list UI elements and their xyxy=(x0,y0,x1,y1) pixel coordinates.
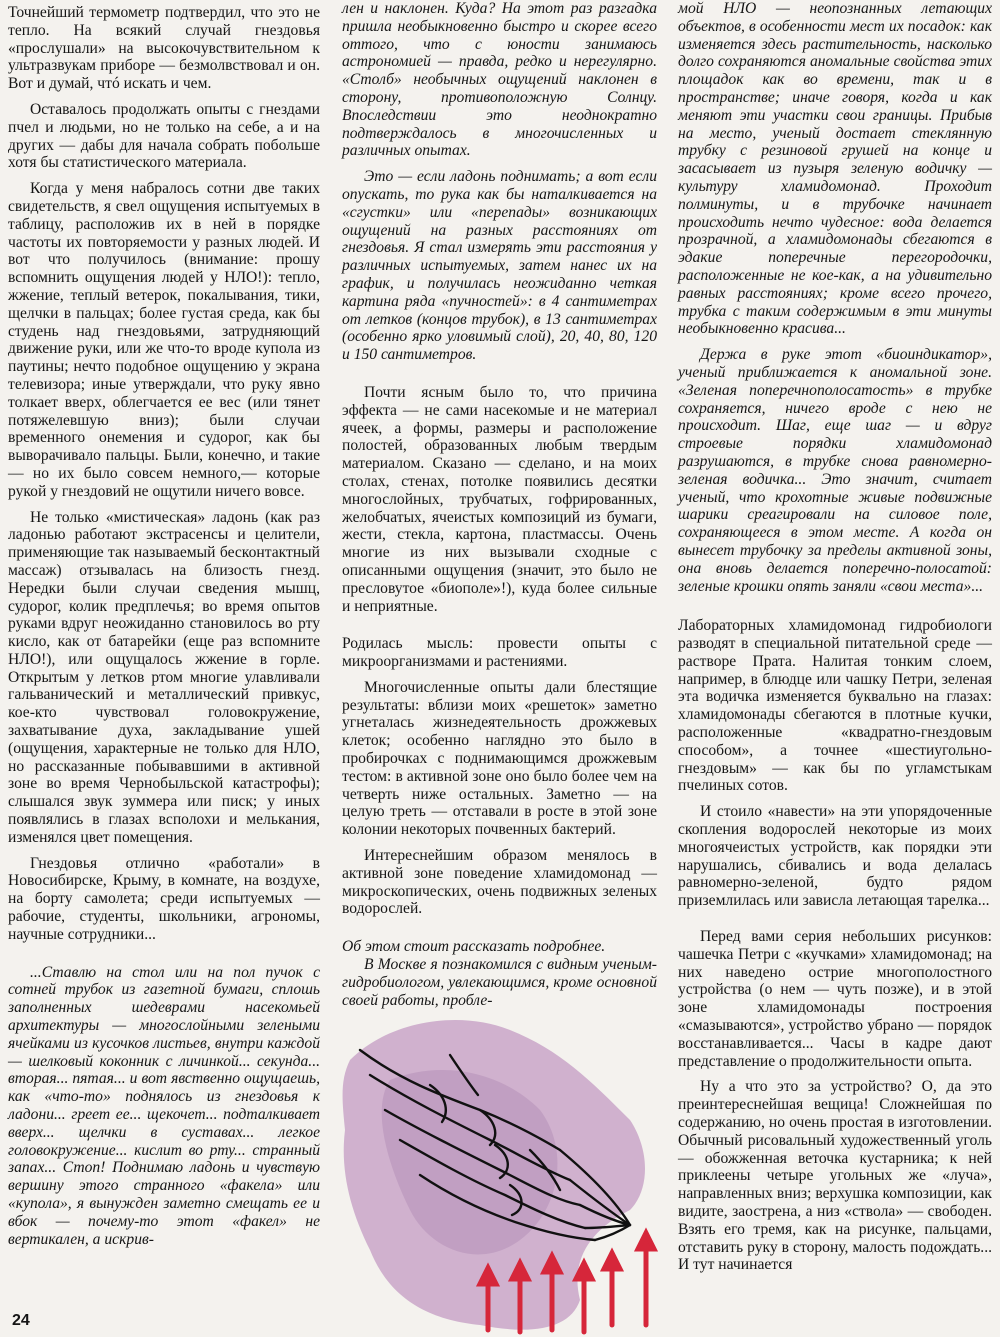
italic-paragraph: В Москве я познакомился с видным ученым-гидробиологом, увлекающимся, кроме основной своей работы, пробле- xyxy=(342,956,657,1009)
paragraph: Лабораторных хламидомонад гидробиологи разводят в специальной питательной среде — растворе Прата. Налитая тонким слоем, например, в блюдце или чашку Петри, зеленая эта водичка изменяется буквально на глазах: хламидомонады сбегаются в плотные кучки, расположенные «квадратно-гнездовым способом», а точнее «шестиугольно-гнездовым» — как бы по угламстыкам пчелиных сотов. xyxy=(678,617,992,795)
italic-paragraph: лен и наклонен. Куда? На этот раз разгадка пришла необыкновенно быстро и скорее всего оттого, что с юности занимаюсь астрономией — правда, редко и нерегулярно. «Столб» необычных ощущений наклонен в сторону, противоположную Солнцу. Впоследствии это неоднократно подтверждалось в многочисленных и различных опытах. xyxy=(342,0,657,160)
paragraph: Оставалось продолжать опыты с гнездами пчел и людьми, но не только на себе, а и на других — дабы для начала собрать побольше хотя бы статистического материала. xyxy=(8,100,320,172)
paragraph: Точнейший термометр подтвердил, что это не тепло. На всякий случай гнездовья «прослушали» на высокочувствительном к ультразвукам приборе — безмолвствовал и он. Вот и думай, чтó искать и чем. xyxy=(8,4,320,93)
paragraph: Почти ясным было то, что причина эффекта — не сами насекомые и не материал ячеек, а формы, размеры и расположение полостей, образованных любым твердым материалом. Сказано — сделано, и на моих столах, стенах, потолке появились десятки многослойных, трубчатых, гофрированных, желобчатых, ячеистых композиций из бумаги, жести, стекла, картона, пластмассы. Очень многие из них вызывали сходные с описанными ощущения (значит, это было не пресловутое «биополе»!), куда более сильные и неприятные. xyxy=(342,383,657,615)
paragraph: Перед вами серия небольших рисунков: чашечка Петри с «кучками» хламидомонад; на них наведено острие многополостного устройства (о нем — чуть позже), и в этой зоне хламидомонады построения «смазываются», устройство убрано — порядок восстанавливается... Часы в кадре дают представление о продолжительности опыта. xyxy=(678,928,992,1070)
italic-paragraph: Держа в руке этот «биоиндикатор», ученый приближается к аномальной зоне. «Зеленая поперечнополосатость» в трубке сохраняется, ничего вроде с нею не происходит. Шаг, еще шаг — и вдруг строевые порядки хламидомонад разрушаются, в трубке снова равномерно-зеленая водичка... Это значит, считает ученый, что крохотные живые подвижные шарики среагировали на силовое поле, сохраняющееся в этом месте. А когда он вынесет трубочку за пределы активной зоны, она вновь делается поперечно-полосатой: зеленые крошки опять заняли «свои места»... xyxy=(678,346,992,595)
italic-paragraph: Это — если ладонь поднимать; а вот если опускать, то рука как бы наталкивается на «сгустки» или «перепады» возникающих ощущений на разных расстояниях от гнездовья. Я стал измерять эти расстояния у различных испытуемых, затем нанес их на график, и получилась неожиданно четкая картина ряда «пучностей»: в 4 сантиметрах от летков (концов трубок), в 13 сантиметрах (особенно ярко уловимый слой), 20, 40, 80, 120 и 150 сантиметров. xyxy=(342,168,657,364)
column-1 xyxy=(8,4,320,1248)
paragraph: И стоило «навести» на эти упорядоченные скопления водорослей некоторые из моих многоячеистых устройств, как порядки эти нарушались, сбивались и вода делалась равномерно-зеленой, будто рядом приземлилась или зависла летающая тарелка... xyxy=(678,803,992,910)
italic-paragraph: ...Ставлю на стол или на пол пучок с сотней трубок из газетной бумаги, сплошь заполненных шедеврами насекомьей архитектуры — многослойными зелеными ячейками из кусочков листьев, внутри каждой — шелковый коконник с личинкой... секунда... вторая... пятая... и вот явственно ощущаешь, как «что-то» поднялось из гнездовья к ладони... греет ее... щекочет... подталкивает вверх... щелчки в суставах... легкое головокружение... кислит во рту... странный запах... Стоп! Поднимаю ладонь и чувствую вершину этого странного «факела» или «купола», я вынужден заметно смещать ее и вбок — почему-то этот «факел» не вертикален, а искрив- xyxy=(8,963,320,1248)
paragraph: Многочисленные опыты дали блестящие результаты: вблизи моих «решеток» заметно угнеталась жизнедеятельность дрожжевых клеток; особенно наглядно это было в пробирочках с поднимающимся дрожжевым тестом: в активной зоне оно было более чем на четверть ниже остальных. Заметно — на целую треть — отставали в росте в этой зоне колонии некоторых почвенных бактерий. xyxy=(342,678,657,839)
paragraph: Родилась мысль: провести опыты с микроорганизмами и растениями. xyxy=(342,635,657,671)
paragraph: Когда у меня набралось сотни две таких свидетельств, я свел ощущения испытуемых в таблицу, расположив их в ней в порядке частоты их повторяемости у разных людей. И вот что получилось (внимание: прошу вспомнить ощущения людей у НЛО!): тепло, жжение, теплый ветерок, покалывания, тики, щелчки в пальцах; более густая среда, как бы студень над гнездовьями, затрудняющий движение руки, или же что-то вроде купола из паутины; нечто подобное ощущению у экрана телевизора; иные утверждали, что руку явно толкает вверх, облегчается ее вес (или тянет потяжелевшую вниз); были случаи временного онемения и судорог, как бы выворачивало пальцы. Были, конечно, и такие — но их было совсем немного,— которые рукой у гнездовий не ощутили ничего вовсе. xyxy=(8,180,320,500)
paragraph: Ну а что это за устройство? О, да это преинтереснейшая вещица! Сложнейшая по содержанию, но очень простая в изготовлении. Обычный рисовальный художественный уголь — обожженная веточка кустарника; к ней приклеены четыре угольных же «луча», направленных вниз; верхушка композиции, как видите, заострена, а низ «ствола» — свободен. Взять его тремя, как на рисунке, пальцами, отставить руку в сторону, малость подождать... И тут начинается xyxy=(678,1078,992,1274)
hand-illustration xyxy=(330,1000,670,1337)
paragraph: Не только «мистическая» ладонь (как раз ладонью работают экстрасенсы и целители, применяющие так называемый бесконтактный массаж) отзывалась на близость гнезд. Нередки были случаи сведения мышц, судорог, колик предплечья; во время опытов руками вдруг неожиданно становилось во рту кисло, как от батарейки (еще раз вспомните НЛО!), или ощущалось жжение в горле. Открытым у летков ртом многие улавливали гальванический и металлический привкус, кое-кто чувствовал головокружение, захватывание духа, закладывание ушей (ощущения, характерные не только для НЛО, но рассказанные побывавшими в активной зоне во время Чернобыльской катастрофы); слышался звук зуммера или писк; у иных появлялись в глазах всполохи и мелькания, изменялся цвет помещения. xyxy=(8,508,320,846)
italic-paragraph: Об этом стоит рассказать подробнее. xyxy=(342,938,606,956)
column-2 xyxy=(342,0,657,1009)
paragraph: Гнездовья отлично «работали» в Новосибирске, Крыму, в комнате, на воздухе, на борту самолета; среди испытуемых — рабочие, студенты, школьники, агрономы, научные сотрудники... xyxy=(8,854,320,943)
paragraph: Интереснейшим образом менялось в активной зоне поведение хламидомонад — микроскопических, очень подвижных зеленых водорослей. xyxy=(342,847,657,918)
column-3 xyxy=(678,0,992,1274)
page-number: 24 xyxy=(12,1312,30,1329)
italic-paragraph: мой НЛО — неопознанных летающих объектов, в особенности мест их посадок: как изменяется здесь растительность, насколько долго сохраняются аномальные свойства этих площадок как во времени, так и в пространстве; иначе говоря, когда и как меняют эти участки свои границы. Прибыв на место, ученый достает стеклянную трубку с резиновой грушей на конце и засасывает из пузыря зеленую водичку — культуру хламидомонад. Проходит полминуты, и в трубочке начинает происходить нечто чудесное: вода делается прозрачной, а хламидомонады сбегаются в эдакие поперечные перегородочки, расположенные не кое-как, а на удивительно равных расстояниях; кроме всего прочего, трубка с таким содержимым в эти минуты необыкновенно красива... xyxy=(678,0,992,338)
